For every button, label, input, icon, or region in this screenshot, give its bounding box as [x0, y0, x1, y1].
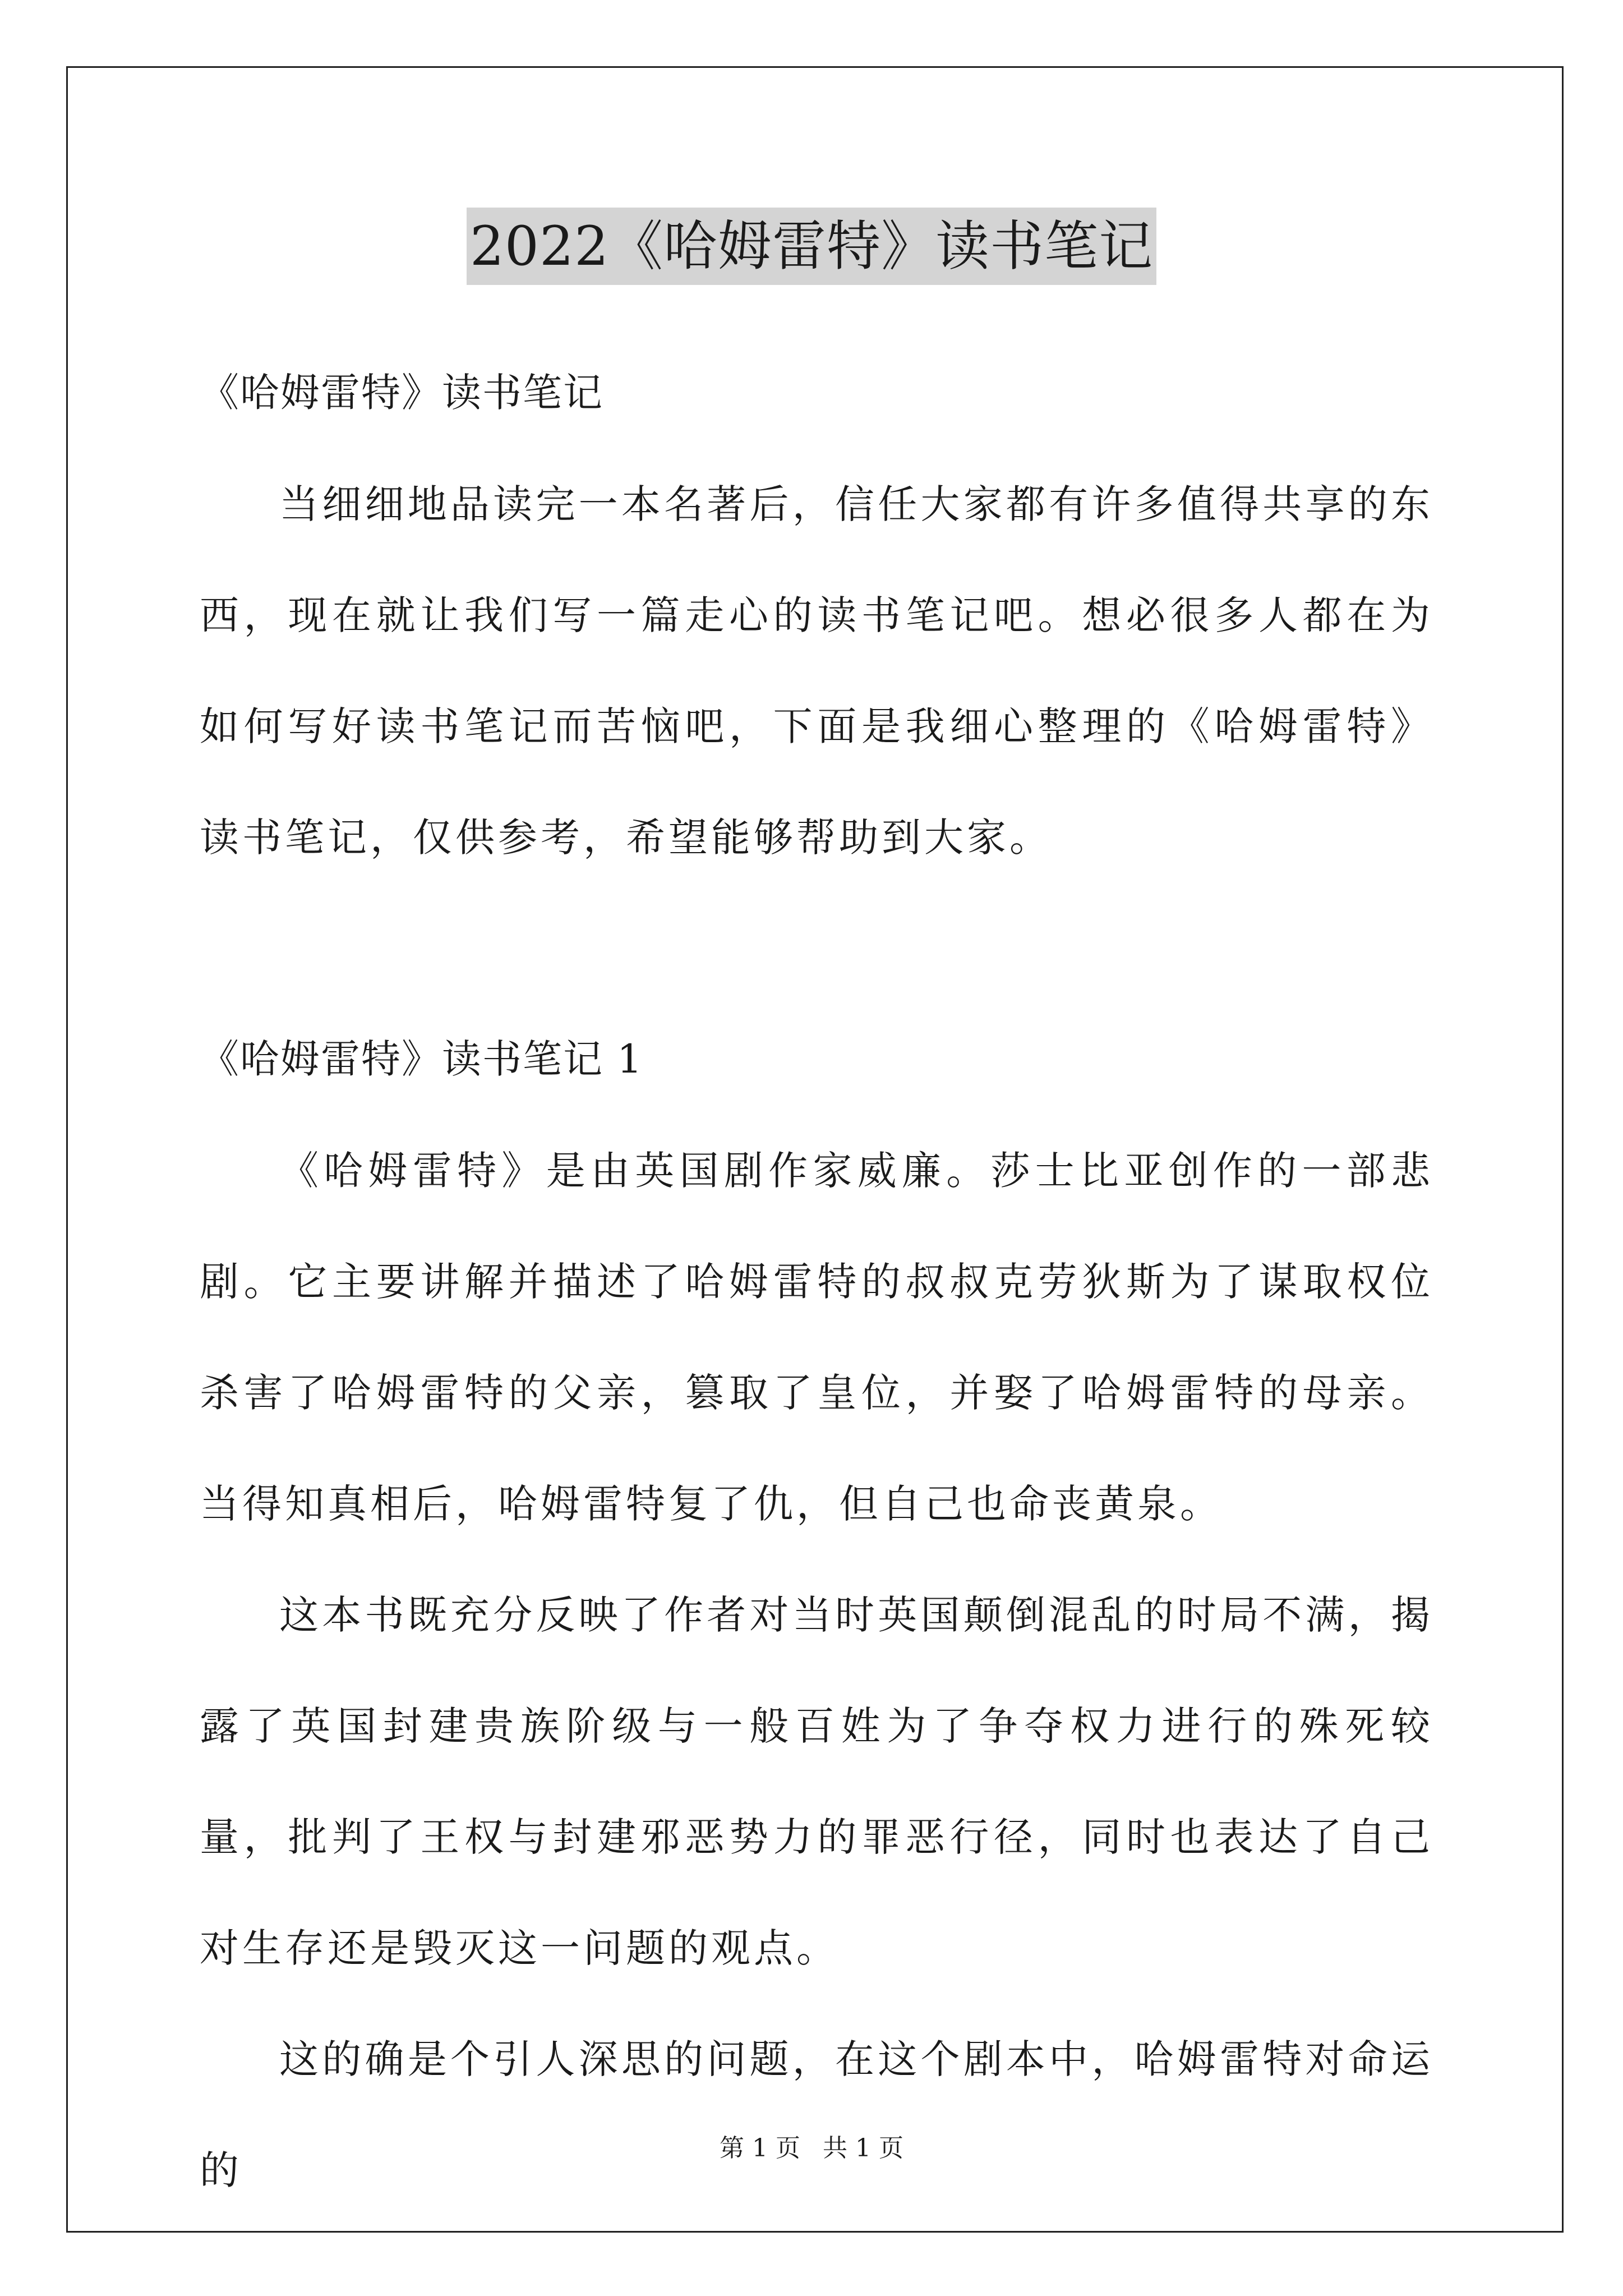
document-body	[200, 337, 1433, 2226]
title-container	[0, 208, 1623, 285]
document-title: 2022《哈姆雷特》读书笔记	[467, 208, 1156, 285]
body-paragraph-1: 《哈姆雷特》是由英国剧作家威廉。莎士比亚创作的一部悲剧。它主要讲解并描述了哈姆雷特的叔叔克劳狄斯为了谋取权位杀害了哈姆雷特的父亲，篡取了皇位，并娶了哈姆雷特的母亲。当得知真相后，哈姆雷特复了仇，但自己也命丧黄泉。	[200, 1148, 1433, 1527]
intro-paragraph: 当细细地品读完一本名著后，信任大家都有许多值得共享的东西，现在就让我们写一篇走心的读书笔记吧。想必很多人都在为如何写好读书笔记而苦恼吧，下面是我细心整理的《哈姆雷特》读书笔记，仅供参考，希望能够帮助到大家。	[200, 481, 1433, 861]
body-paragraph-2: 这本书既充分反映了作者对当时英国颠倒混乱的时局不满，揭露了英国封建贵族阶级与一般百姓为了争夺权力进行的殊死较量，批判了王权与封建邪恶势力的罪恶行径，同时也表达了自己对生存还是毁灭这一问题的观点。	[200, 1592, 1433, 1971]
page-number-current: 第 1 页	[720, 2134, 800, 2162]
section-gap	[200, 893, 1433, 1003]
page-footer	[0, 2132, 1623, 2165]
intro-heading: 《哈姆雷特》读书笔记	[200, 370, 603, 416]
section-heading: 《哈姆雷特》读书笔记 1	[200, 1036, 643, 1082]
page-number-total: 共 1 页	[823, 2134, 903, 2162]
body-paragraph-3: 这的确是个引人深思的问题，在这个剧本中，哈姆雷特对命运的	[200, 2036, 1433, 2193]
